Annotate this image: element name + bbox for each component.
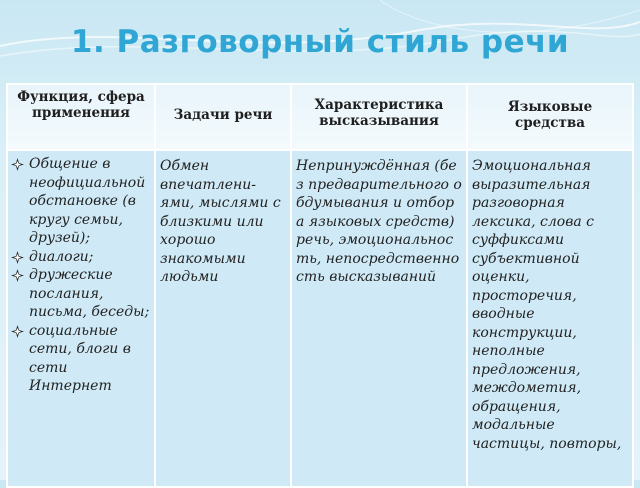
- list-item: [10, 322, 154, 396]
- header-language-means: [467, 84, 633, 150]
- diamond-bullet-icon: [11, 251, 24, 264]
- list-item: [10, 266, 154, 322]
- language-means-text: Эмоциональная выразительная разговорная лексика, слова с суффиксами субъективной оценки, просторечия, вводные конструкции, неполные предложения, междометия, обращения, модальные частицы, повторы,: [472, 158, 622, 452]
- cell-tasks: [155, 150, 291, 487]
- cell-function: [7, 150, 155, 487]
- list-item-text: дружеские послания, письма, беседы;: [29, 267, 150, 320]
- tasks-text: Обмен впечатлени-ями, мыслями с близкими или хорошо знакомыми людьми: [160, 158, 281, 285]
- diamond-bullet-icon: [11, 158, 24, 171]
- cell-characteristics: [291, 150, 467, 487]
- diamond-bullet-icon: [11, 325, 24, 338]
- header-tasks-label: Задачи речи: [173, 107, 273, 123]
- table-body-row: [7, 150, 633, 487]
- header-function-label: Функция, сфера применения: [17, 89, 145, 121]
- list-item: [10, 155, 154, 248]
- header-language-means-label: Языковые средства: [507, 99, 593, 131]
- list-item-text: Общение в неофициальной обстановке (в кругу семьи, друзей);: [29, 156, 146, 246]
- list-item: [10, 248, 154, 267]
- characteristics-text: Непринуждённая (без предварительного обдумывания и отбора языковых средств) речь, эмоциональность, непосредственность высказываний: [296, 158, 462, 285]
- header-characteristics-label: Характеристика высказывания: [314, 97, 444, 129]
- list-item-text: социальные сети, блоги в сети Интернет: [29, 322, 131, 394]
- header-tasks: [155, 84, 291, 150]
- diamond-bullet-icon: [11, 269, 24, 282]
- style-table: [6, 83, 634, 488]
- list-item-text: диалоги;: [29, 248, 94, 265]
- slide-title: 1. Разговорный стиль речи: [70, 24, 570, 60]
- cell-language-means: [467, 150, 633, 487]
- header-function: [7, 84, 155, 150]
- function-list: [8, 151, 154, 396]
- header-characteristics: [291, 84, 467, 150]
- table-header-row: [7, 84, 633, 150]
